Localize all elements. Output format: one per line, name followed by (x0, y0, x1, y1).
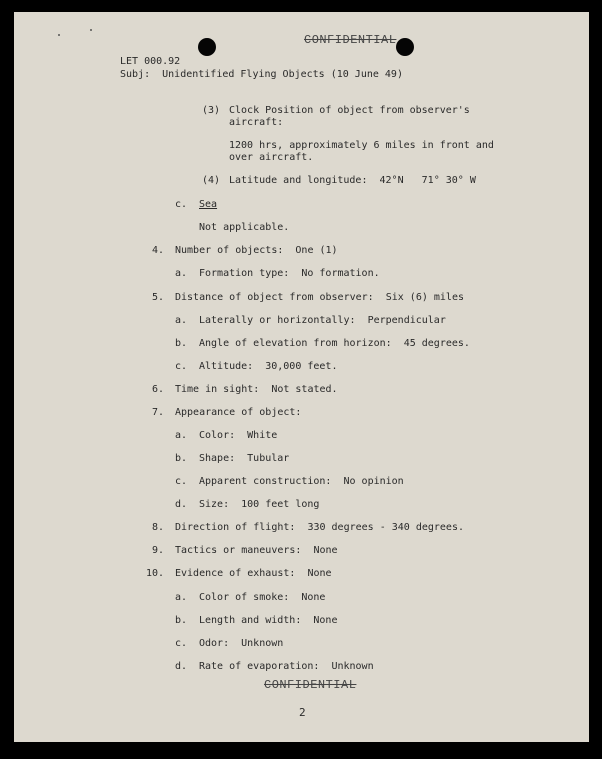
item-label: d. (175, 499, 188, 510)
item-text: Tactics or maneuvers: None (175, 545, 338, 556)
document-reference: LET 000.92 (120, 56, 181, 67)
punch-hole-right (396, 38, 414, 56)
item-text: Time in sight: Not stated. (175, 384, 338, 395)
item-label: c. (175, 476, 188, 487)
item-text: Number of objects: One (1) (175, 245, 338, 256)
item-number: 6. (152, 384, 165, 395)
item-text: Angle of elevation from horizon: 45 degrees. (199, 338, 470, 349)
item-text: Latitude and longitude: 42°N 71° 30° W (229, 175, 476, 186)
item-label: a. (175, 592, 188, 603)
subject-line: Subj: Unidentified Flying Objects (10 June 49) (120, 69, 403, 80)
item-label: a. (175, 268, 188, 279)
confidential-stamp-bottom: CONFIDENTIAL (264, 678, 357, 692)
item-label: c. (175, 638, 188, 649)
item-text: Distance of object from observer: Six (6) miles (175, 292, 464, 303)
item-text: Color of smoke: None (199, 592, 326, 603)
item-label: b. (175, 453, 188, 464)
item-label: b. (175, 615, 188, 626)
item-number: 9. (152, 545, 165, 556)
speck (90, 29, 92, 31)
speck (58, 34, 60, 36)
item-text: Apparent construction: No opinion (199, 476, 404, 487)
page-number: 2 (299, 706, 306, 719)
item-text: aircraft: (229, 117, 284, 128)
item-text: Laterally or horizontally: Perpendicular (199, 315, 446, 326)
item-text: Rate of evaporation: Unknown (199, 661, 374, 672)
item-text: Clock Position of object from observer's (229, 105, 470, 116)
item-text: Appearance of object: (175, 407, 302, 418)
item-text: Evidence of exhaust: None (175, 568, 332, 579)
document-page (14, 12, 589, 742)
item-number: 4. (152, 245, 165, 256)
section-heading: Sea (199, 199, 218, 210)
item-text: over aircraft. (229, 152, 314, 163)
item-text: Length and width: None (199, 615, 338, 626)
item-text: Not applicable. (199, 222, 290, 233)
item-number: 8. (152, 522, 165, 533)
item-text: Odor: Unknown (199, 638, 284, 649)
item-label: d. (175, 661, 188, 672)
item-text: Size: 100 feet long (199, 499, 320, 510)
item-text: Color: White (199, 430, 278, 441)
item-label: a. (175, 430, 188, 441)
item-label: c. (175, 361, 188, 372)
item-text: Direction of flight: 330 degrees - 340 degrees. (175, 522, 464, 533)
item-number: 5. (152, 292, 165, 303)
item-text: Formation type: No formation. (199, 268, 380, 279)
item-label: b. (175, 338, 188, 349)
item-text: 1200 hrs, approximately 6 miles in front and (229, 140, 494, 151)
item-text: Altitude: 30,000 feet. (199, 361, 338, 372)
item-number: 7. (152, 407, 165, 418)
punch-hole-left (198, 38, 216, 56)
confidential-stamp-top: CONFIDENTIAL (304, 33, 397, 47)
item-number: 10. (146, 568, 165, 579)
item-label: (3) (202, 105, 221, 116)
item-label: c. (175, 199, 188, 210)
item-label: (4) (202, 175, 221, 186)
item-label: a. (175, 315, 188, 326)
item-text: Shape: Tubular (199, 453, 290, 464)
